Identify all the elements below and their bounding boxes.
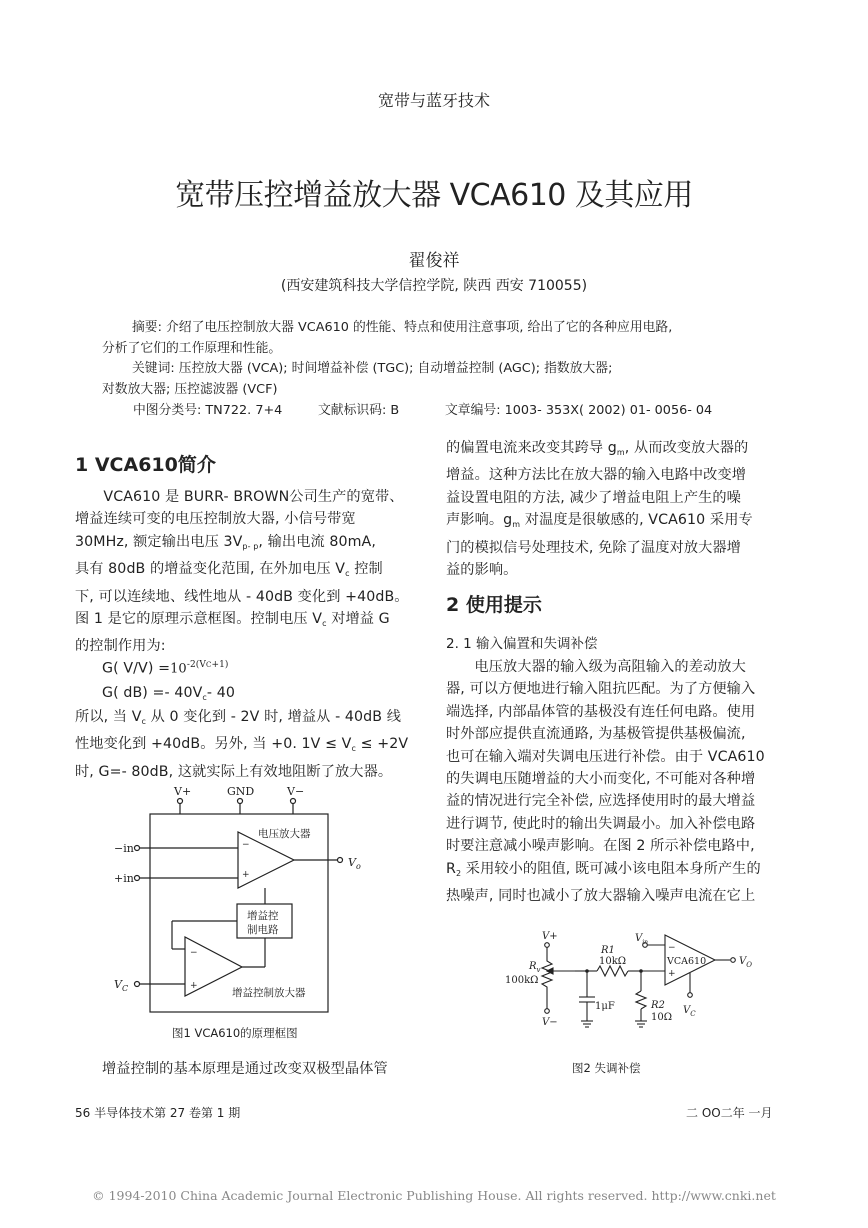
minus-sign: − [242,840,250,850]
pin-vo [338,858,343,863]
text-line: 的偏置电流来改变其跨导 $g_m$, 从而改变放大器的 [446,440,749,457]
label-vminus: V− [287,785,305,798]
terminal-vc [688,993,693,998]
label-gnd: GND [227,785,255,798]
chip-outline [150,814,328,1012]
keywords-text-cont: 对数放大器; 压控滤波器 (VCF) [102,381,278,397]
text-line: 门的模拟信号处理技术, 免除了温度对放大器增 [446,539,741,556]
equation-1: G( $V/V) =10^{-2(VC+1)}$ [102,660,229,677]
label-vplus: V+ [174,785,192,798]
label-vplus: V+ [542,931,558,942]
text-line: 具有 80dB 的增益变化范围, 在外加电压 $V_c$ 控制 [75,561,383,579]
keywords-label: 关键词: [132,361,175,376]
text-line: $R_2$ 采用较小的阻值, 既可减小该电阻本身所产生的 [446,860,761,878]
junction-dot [585,969,589,973]
abstract-text: 介绍了电压控制放大器 VCA610 的性能、特点和使用注意事项, 给出了它的各种应用电路, [165,320,673,335]
left-paragraph-1 [75,486,431,658]
text-line: 电压放大器的输入级为高阻输入的差动放大 [474,659,746,675]
text-line: 所以, 当 $V_c$ 从 0 变化到 - 2V 时, 增益从 - 40dB 线 [75,709,401,726]
abstract [102,318,782,400]
left-paragraph-3: 增益控制的基本原理是通过改变双极型晶体管 [102,1061,388,1077]
label-vminus: V− [542,1017,558,1028]
copyright-notice: © 1994-2010 China Academic Journal Electronic Publishing House. All rights reserved. http://www.cnki.net [92,1188,776,1203]
text-line: 益的影响。 [446,562,518,579]
text-line: VCA610 是 BURR- BROWN公司生产的宽带、 [103,489,404,505]
clc-number: 中图分类号: TN722. 7+4 [133,403,283,418]
footer-right: 二 OO二年 一月 [686,1106,773,1120]
label-r1-value: 10kΩ [599,956,627,967]
abstract-label: 摘要: [132,320,162,335]
section-2-title: 2 使用提示 [446,594,542,616]
article-number: 文章编号: 1003- 353X( 2002) 01- 0056- 04 [445,403,713,418]
text-line: 增益连续可变的电压控制放大器, 小信号带宽 [75,511,356,528]
plus-sign: + [242,870,250,880]
label-vc: $V_C$ [114,978,129,993]
plus-sign: + [668,969,676,979]
pin-gnd [238,799,243,804]
label-vca610: VCA610 [667,956,707,967]
minus-sign: − [668,943,676,953]
running-header: 宽带与蓝牙技术 [377,91,490,110]
label-vin: $V_{in}$ [635,933,649,946]
label-ctrl-circuit-2: 制电路 [247,924,279,936]
text-line: 的失调电压随增益的大小而变化, 不可能对各种增 [446,771,756,788]
resistor-r1 [597,966,628,976]
label-r2-value: 10Ω [651,1012,673,1023]
abstract-text-cont: 分析了它们的工作原理和性能。 [102,340,282,356]
text-line: 性地变化到 +40dB。另外, 当 +0. $1V \le V_c \le +2V$ [75,736,409,754]
text-line: 下, 可以连续地、线性地从 - 40dB 变化到 +40dB。 [75,588,409,605]
author: 翟俊祥 [408,251,460,271]
label-r1: R1 [601,945,615,956]
text-line: 也可在输入端对失调电压进行补偿。由于 VCA610 [446,748,765,765]
label-vo: $V_o$ [348,856,361,871]
keywords-text: 压控放大器 (VCA); 时间增益补偿 (TGC); 自动增益控制 (AGC); 指数放大器; [178,361,613,376]
terminal-vminus [545,1009,550,1014]
pin-vminus [291,799,296,804]
label-voltage-amp: 电压放大器 [258,828,311,840]
figure-1-caption: 图1 VCA610的原理框图 [172,1026,298,1040]
pin-vplus [178,799,183,804]
text-line: 时外部应提供直流通路, 为基极管提供基极偏流, [446,726,746,743]
minus-sign: − [190,948,198,958]
label-rv-value: 100kΩ [505,975,539,986]
label-rv: $R_v$ [529,961,541,974]
potentiometer-rv [542,955,552,1003]
text-line: 热噪声, 同时也减小了放大器输入噪声电流在它上 [446,888,756,905]
footer-left: 56 半导体技术第 27 卷第 1 期 [75,1106,241,1120]
figure-1-block-diagram [100,784,390,1024]
affiliation: (西安建筑科技大学信控学院, 陕西 西安 710055) [280,278,588,294]
figure-2-offset-compensation-circuit [505,925,775,1050]
text-line: 图 1 是它的原理示意框图。控制电压 $V_c$ 对增益 G [75,611,390,629]
figure-2-caption: 图2 失调补偿 [572,1061,641,1075]
text-line: 器, 可以方便地进行输入阻抗匹配。为了方便输入 [446,681,756,698]
terminal-vo [731,958,736,963]
right-paragraph-2 [446,656,806,907]
text-line: 30MHz, 额定输出电压 $3V_{p- p}$, 输出电流 80mA, [75,533,376,551]
pin-in-minus [135,846,140,851]
text-line: 时要注意减小噪声影响。在图 2 所示补偿电路中, [446,838,755,855]
text-line: 声影响。$g_m$ 对温度是很敏感的, VCA610 采用专 [446,512,753,530]
text-line: 益的情况进行完全补偿, 应选择使用时的最大增益 [446,793,756,810]
label-vc: $V_C$ [683,1005,696,1018]
text-line: 进行调节, 使此时的输出失调最小。加入补偿电路 [446,815,756,832]
text-line: 的控制作用为: [75,638,166,655]
label-in-plus: +in [114,872,134,885]
equation-2: G( $dB) =- 40V_c-$ 40 [102,685,235,702]
resistor-r2 [636,991,646,1009]
label-r2: R2 [651,1000,665,1011]
left-paragraph-2 [75,706,435,783]
pin-in-plus [135,876,140,881]
label-in-minus: −in [114,842,134,855]
text-line: 时, G=- 80dB, 这就实际上有效地阻断了放大器。 [75,763,393,780]
pin-vc [135,982,140,987]
text-line: 端选择, 内部晶体管的基极没有连任何电路。使用 [446,703,756,720]
section-1-title: 1 VCA610简介 [75,454,216,476]
subsection-2-1-title: 2. 1 输入偏置和失调补偿 [446,636,598,652]
text-line: 益设置电阻的方法, 减少了增益电阻上产生的噪 [446,489,741,506]
label-capacitor: 1μF [595,1001,615,1012]
label-ctrl-circuit-1: 增益控 [247,910,279,922]
text-line: 增益。这种方法比在放大器的输入电路中改变增 [446,467,747,484]
terminal-vplus [545,943,550,948]
doc-code: 文献标识码: B [318,403,400,418]
label-ctrl-amp: 增益控制放大器 [232,987,306,999]
plus-sign: + [190,981,198,991]
article-title: 宽带压控增益放大器 VCA610 及其应用 [175,178,693,213]
label-vo: $V_O$ [739,956,752,969]
junction-dot [639,969,643,973]
right-paragraph-1 [446,437,802,581]
